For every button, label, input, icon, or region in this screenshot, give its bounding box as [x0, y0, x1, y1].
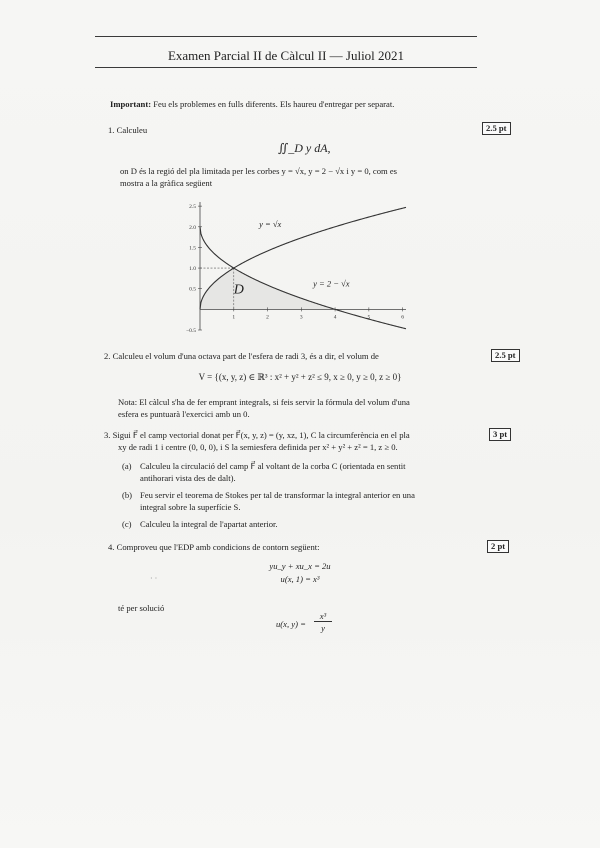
intro-line: [110, 98, 490, 111]
problem-2-note-1: Nota: El càlcul s'ha de fer emprant integrals, si feis servir la fórmula del volum d'una: [118, 397, 410, 407]
problem-1-heading: [108, 124, 147, 137]
problem-3-a-text-1: Calculeu la circulació del camp F⃗ al voltant de la corba C (orientada en sentit: [140, 461, 406, 471]
problem-1-title: Calculeu: [116, 125, 148, 135]
problem-1-text-2: mostra a la gràfica següent: [120, 178, 213, 188]
problem-3-b-text-1: Feu servir el teorema de Stokes per tal de transformar la integral anterior en una: [140, 490, 415, 500]
x-tick-label: 2: [266, 314, 269, 321]
problem-1-text-1: on D és la regió del pla limitada per les corbes y = √x, y = 2 − √x i y = 0, com es: [120, 166, 398, 176]
problem-3-line-1: [104, 429, 490, 442]
problem-4-text: Comproveu que l'EDP amb condicions de contorn següent:: [116, 542, 320, 552]
problem-3-text-2: xy de radi 1 i centre (0, 0, 0), i S la semiesfera definida per x² + y² + z² = 1, z ≥ 0.: [118, 442, 398, 452]
x-tick-label: 3: [299, 314, 303, 321]
problem-4-line: [108, 541, 478, 554]
y-tick-label: 2.0: [189, 224, 196, 231]
stray-mark: · ·: [150, 574, 158, 583]
problem-3-a-text-2: antihorari vista des de dalt).: [140, 473, 236, 483]
y-tick-label: 0.5: [189, 286, 196, 293]
problem-1-integral: ∬_D y dA,: [278, 141, 331, 155]
x-tick-label: 5: [367, 314, 371, 321]
problem-2-text: Calculeu el volum d'una octava part de l'esfera de radi 3, és a dir, el volum de: [112, 351, 379, 361]
x-tick-label: 6: [401, 314, 404, 321]
curve-2-label: y = 2 − √x: [313, 278, 350, 289]
plot-root: [186, 202, 406, 334]
problem-4-points: 2 pt: [487, 540, 509, 553]
problem-2-points: 2.5 pt: [491, 349, 520, 362]
problem-3-c-text: Calculeu la integral de l'apartat anterior.: [140, 519, 278, 529]
intro-label: Important:: [110, 99, 152, 109]
problem-3-b-text-2: integral sobre la superfície S.: [140, 502, 241, 512]
y-tick-label: −0.5: [186, 328, 196, 334]
curve-1-label: y = √x: [259, 218, 282, 229]
problem-4-solution-lhs: u(x, y) =: [276, 619, 306, 629]
problem-4-eq-1: yu_y + xu_x = 2u: [269, 561, 331, 571]
y-tick-label: 1.0: [189, 266, 196, 273]
intro-text: Feu els problemes en fulls diferents. Els haureu d'entregar per separat.: [153, 99, 395, 109]
problem-2-line: [104, 350, 484, 363]
region-d-label: D: [233, 282, 244, 298]
problem-3-points: 3 pt: [489, 428, 511, 441]
x-tick-label: 1: [232, 314, 236, 321]
problem-4-eq-2: u(x, 1) = x³: [280, 574, 320, 584]
problem-3-b-label: (b): [122, 490, 133, 500]
exam-title: Examen Parcial II de Càlcul II — Juliol 2021: [167, 48, 405, 63]
problem-4-solution-numerator: x³: [314, 611, 332, 622]
title-rule: [95, 67, 477, 68]
problem-4-number: 4.: [108, 542, 115, 552]
problem-1-number: 1.: [108, 125, 115, 135]
problem-2-set: V = {(x, y, z) ∈ ℝ³ : x² + y² + z² ≤ 9, x ≥ 0, y ≥ 0, z ≥ 0}: [198, 372, 402, 382]
problem-2-note-2: esfera es puntuarà l'exercici amb un 0.: [118, 409, 250, 419]
problem-3-c-label: (c): [122, 519, 132, 529]
y-tick-label: 2.5: [189, 204, 196, 211]
problem-4-solution-text: té per solució: [118, 603, 165, 613]
x-tick-label: 4: [333, 314, 337, 321]
top-rule: [95, 36, 477, 37]
problem-3-number: 3.: [104, 430, 111, 440]
problem-2-number: 2.: [104, 351, 111, 361]
y-tick-label: 1.5: [189, 245, 196, 252]
problem-3-text-1: Sigui F⃗ el camp vectorial donat per F⃗(x, y, z) = (y, xz, 1), C la circumferència en el pla: [112, 430, 410, 440]
problem-3-a-label: (a): [122, 461, 132, 471]
region-plot: [178, 196, 412, 338]
problem-1-points: 2.5 pt: [482, 122, 511, 135]
problem-4-solution-denominator: y: [321, 623, 325, 633]
